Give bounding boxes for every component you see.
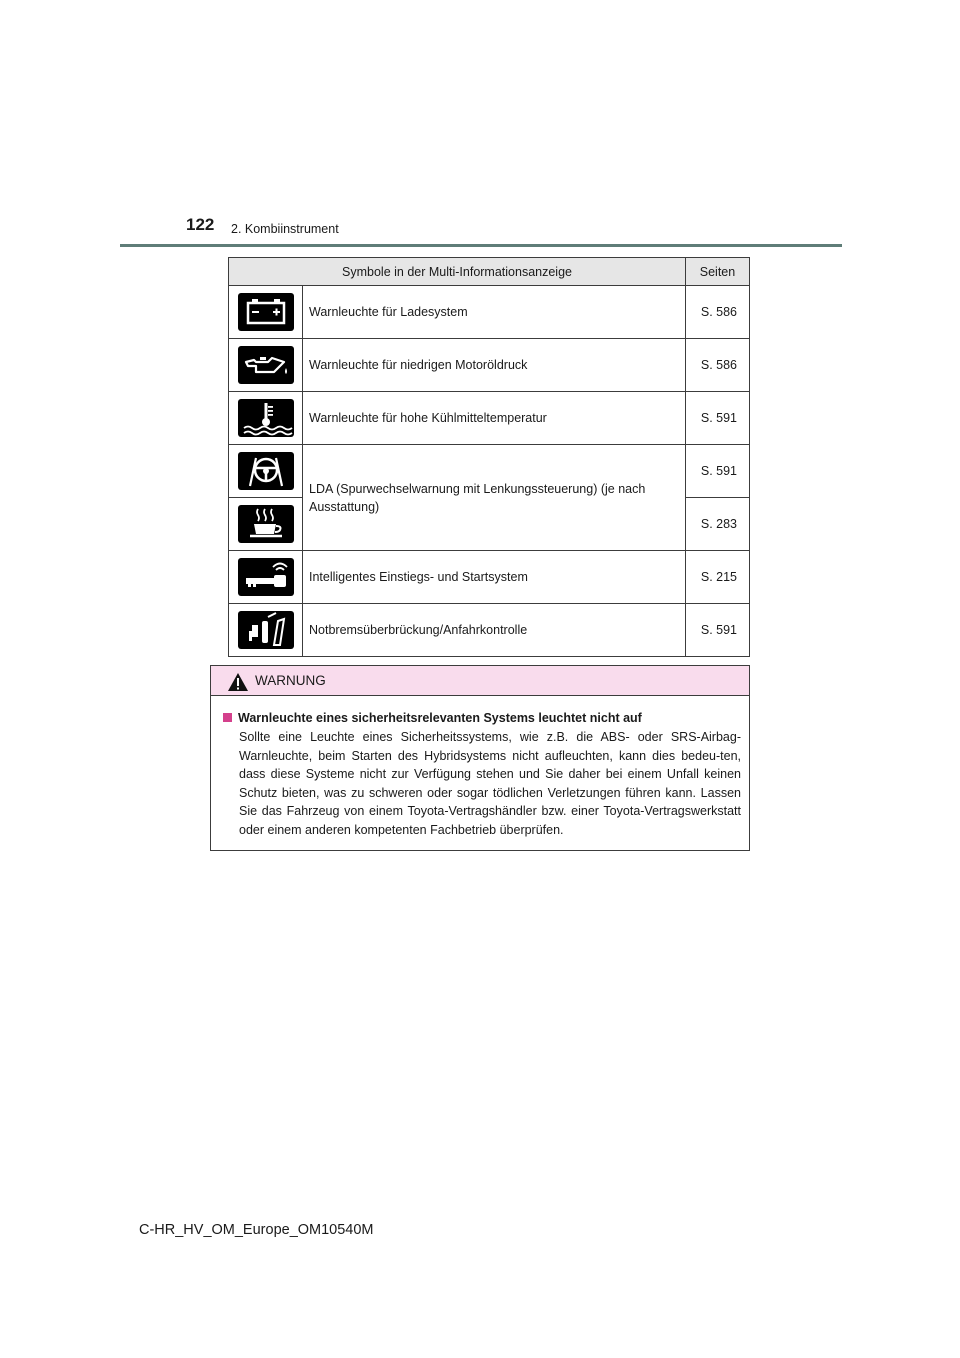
page-number: 122 (186, 215, 215, 234)
header-rule (120, 244, 842, 247)
warning-box (210, 665, 750, 851)
steering-wheel-lane-icon (238, 452, 294, 490)
column-header-pages: Seiten (686, 258, 750, 286)
row-description: Intelligentes Einstiegs- und Startsystem (303, 551, 686, 604)
row-page-ref: S. 283 (686, 498, 750, 551)
oil-can-icon (238, 346, 294, 384)
row-description: Warnleuchte für niedrigen Motoröldruck (303, 339, 686, 392)
smart-key-icon (238, 558, 294, 596)
warning-heading (223, 711, 642, 725)
warning-header (211, 666, 749, 696)
row-page-ref: S. 591 (686, 604, 750, 657)
column-header-symbols: Symbole in der Multi-Informationsanzeige (229, 258, 686, 286)
warning-symbols-table (228, 257, 750, 657)
row-page-ref: S. 591 (686, 445, 750, 498)
table-row (229, 392, 750, 445)
coffee-cup-icon (238, 505, 294, 543)
battery-icon (238, 293, 294, 331)
brake-override-icon (238, 611, 294, 649)
warning-heading-text: Warnleuchte eines sicherheitsrelevanten Systems leuchtet nicht auf (238, 711, 642, 725)
row-description: LDA (Spurwechselwarnung mit Lenkungssteuerung) (je nach Ausstattung) (303, 445, 686, 551)
chapter-title: 2. Kombiinstrument (231, 222, 339, 236)
table-row (229, 339, 750, 392)
table-row (229, 445, 750, 498)
row-page-ref: S. 586 (686, 339, 750, 392)
warning-text: Sollte eine Leuchte eines Sicherheitssystems, wie z.B. die ABS- oder SRS-Airbag-Warnleuchte, beim Starten des Hybridsystems nicht aufleuchten, kann dies bedeu-ten, dass diese Systeme nicht zur Verfügung stehen und Sie daher bei einem Unfall keinen Schutz bieten, was zu schweren oder sogar tödlichen Verletzungen führen kann. Lassen Sie das Fahrzeug von einem Toyota-Vertragshändler bzw. einer Toyota-Vertragswerkstatt oder einem anderen kompetenten Fachbetrieb überprüfen. (239, 730, 741, 837)
coolant-temperature-icon (238, 399, 294, 437)
table-header-row (229, 258, 750, 286)
row-page-ref: S. 591 (686, 392, 750, 445)
table-row (229, 551, 750, 604)
bullet-square-icon (223, 713, 232, 722)
row-description: Warnleuchte für Ladesystem (303, 286, 686, 339)
warning-triangle-icon (227, 672, 249, 692)
row-page-ref: S. 215 (686, 551, 750, 604)
row-description: Warnleuchte für hohe Kühlmitteltemperatur (303, 392, 686, 445)
row-description: Notbremsüberbrückung/Anfahrkontrolle (303, 604, 686, 657)
footer-document-code: C-HR_HV_OM_Europe_OM10540M (139, 1222, 374, 1238)
table-row (229, 604, 750, 657)
table-row (229, 286, 750, 339)
row-page-ref: S. 586 (686, 286, 750, 339)
warning-title: WARNUNG (255, 673, 326, 688)
